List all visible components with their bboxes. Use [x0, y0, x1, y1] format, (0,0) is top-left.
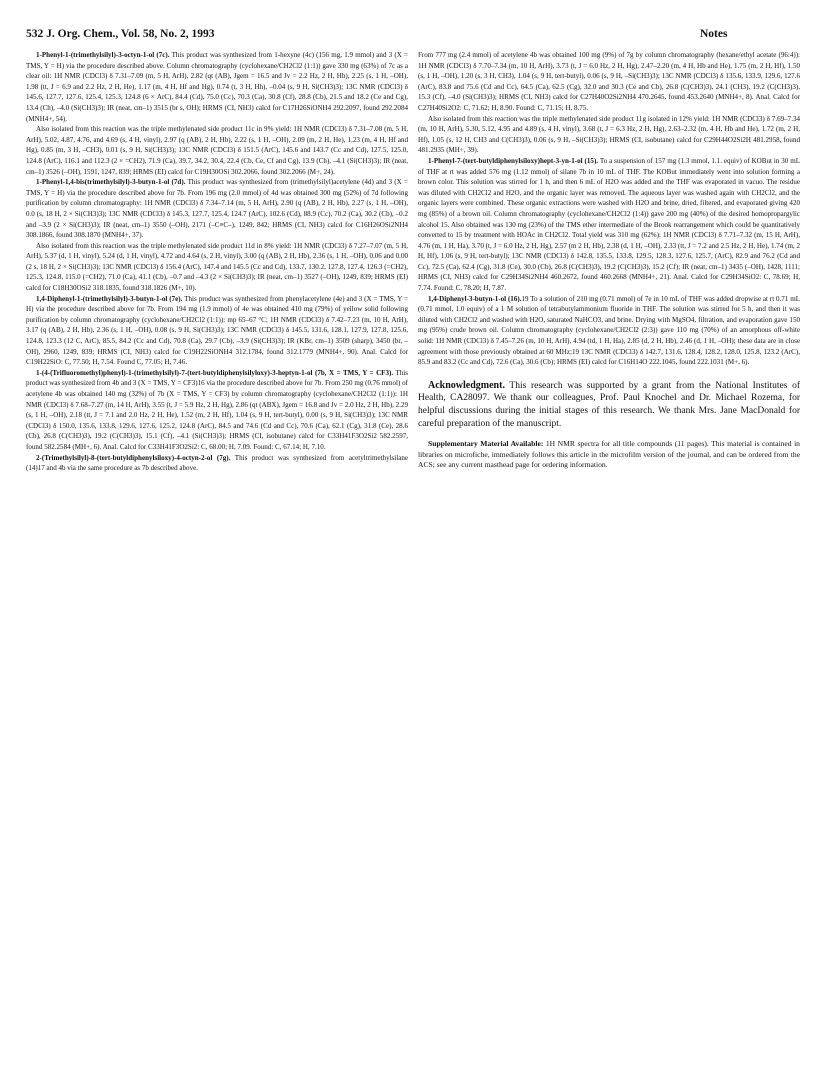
compound-title: 1-(4-(Trifluoromethyl)phenyl)-1-(trimethylsilyl)-7-(tert-butyldiphenylsilyloxy)-3-heptyn-1-ol (7b, X = TMS, Y = CF3). [36, 368, 394, 377]
paragraph-side-product-11g [418, 114, 800, 156]
compound-title: 1-Phenyl-1,4-bis(trimethylsilyl)-3-butyn-1-ol (7d). [36, 178, 186, 187]
paragraph-body: To a suspension of 157 mg (1.3 mmol, 1.1. equiv) of KOBut in 30 mL of THF at rt was added 576 mg (1.12 mmol) of silane 7b in 10 mL of THF. The KOBut immediately went into solution forming a brown color. This solution was stirred for 1 h, and then 6 mL of H2O was added and the THF was evaporated in vacuo. The residue was diluted with CH2Cl2 and H2O, and the organic layer was removed. The aqueous layer was washed again with CH2Cl2, and the organic layers were combined. These organic extractions were washed with H2O and brine, dried, filtered, and evaporated giving 420 mg (85%) of a brown oil. Column chromatography (cyclohexane/CH2Cl2 (1:4)) gave 200 mg (40%) of the desired homopropargylic alcohol 15. Also obtained was 130 mg (23%) of the TMS ether intermediate of the Brook rearrangement which could be quantitatively converted to 15 by treatment with HOAc in CH2Cl2. Total yield was 310 mg (62%): 1H NMR (CDCl3) δ 7.71–7.32 (m, 15 H, ArH), 4.76 (m, 1 H, Ha), 3.70 (t, J = 6.0 Hz, 2 H, Hg), 2.57 (m 2 H, Hb), 2.38 (d, 1 H, –OH), 2.33 (tt, J = 7.2 and 2.5 Hz, 2 H, He), 1.74 (m, 2 H, Hf), 1.06 (s, 9 H, tert-butyl); 13C NMR (CDCl3) δ 142.8, 135.5, 133.8, 129.5, 128.3, 127.6, 125.7, (ArC), 82.9 and 76.2 (Cd and Cc), 72.5 (Ca), 62.4 (Cg), 31.8 (Ce), 30.0 (Cb), 26.8 (C(CH3)3), 19.2 (C(CH3)3), 15.2 (Cf); IR (neat, cm–1) 3435 (–OH), 1428, 1111; HRMS (CI, NH3) calcd for C29H34Si2NH4 460.2672, found 460.2668 (MNH4+, 21). Anal. Calcd for C29H34SiO2: C, 78.69; H, 7.74. Found: C, 78.20; H, 7.87. [418, 156, 800, 293]
compound-title: 1-Phenyl-7-(tert-butyldiphenylsiloxy)hept-3-yn-1-ol (15). [428, 156, 599, 165]
compound-title: 1,4-Diphenyl-1-(trimethylsilyl)-3-butyn-1-ol (7e). [36, 294, 183, 303]
paragraph-side-product-11c [26, 124, 408, 177]
acknowledgment [418, 380, 800, 430]
left-column [26, 50, 408, 474]
paragraph-compound-7d [26, 177, 408, 241]
paragraph-compound-16 [418, 294, 800, 368]
paragraph-side-product-11d [26, 241, 408, 294]
paragraph-body: This product was synthesized from (trimethylsilyl)acetylene (4d) and 3 (X = TMS, Y = H) via the procedure described above for 7b. From 196 mg (2.0 mmol) of 4d was obtained 300 mg (52%) of 7d following purification by column chromatography: 1H NMR (CDCl3) δ 7.34–7.14 (m, 5 H, ArH), 2.90 (q (AB), 2 H, Hb), 2.27 (s, 1 H, –OH), 0.0 (s, 18 H, 2 × Si(CH3)3); 13C NMR (CDCl3) δ 145.3, 127.7, 125.4, 124.7 (ArC), 102.6 (Cd), 88.9 (Cc), 70.2 (Ca), 30.2 (Cb), –0.2 and –3.9 (2 × Si(CH3)3); IR (neat, cm–1) 3550 (–OH), 2171 (–C≡C–), 1249, 842; HRMS (CI, NH3) calcd for C16H26OSi2NH4 308.1866, found 308.1870 (MNH4+, 37). [26, 178, 408, 240]
right-column [418, 50, 800, 471]
paragraph-body: Also isolated from this reaction was the triple methylenated side product 11d in 8% yield: 1H NMR (CDCl3) δ 7.27–7.07 (m, 5 H, ArH), 5.37 (d, 1 H, vinyl), 5.24 (d, 1 H, vinyl), 4.72 and 4.64 (s, 2 H, vinyl), 3.00 (q (AB), 2 H, Hb), 2.36 (s, 1 H, –OH), 0.06 and 0.00 (2 s, 18 H, 2 × Si(CH3)3); 13C NMR (CDCl3) δ 156.4 (ArC), 147.4 and 145.5 (Cc and Cd), 133.7, 130.2, 127.8, 127.4, 126.3 (=CH2), 125.3, 124.8, 115.0 (=CH2), 71.0 (Ca), 41.1 (Cb), –0.7 and –4.3 (2 × Si(CH3)3); IR (neat, cm–1) 3527 (–OH), 1249, 839; HRMS (EI) calcd for C18H30OSi2 318.1835, found 318.1826 (M+, 10). [26, 241, 408, 293]
acknowledgment-body: This research was supported by a grant from the National Institutes of Health, CA28097. We thank our colleagues, Prof. Paul Knochel and Dr. Michael Rozema, for helpful discussions during the initial stages of this research. We thank Mrs. Jane MacDonald for careful preparation of the manuscript. [418, 380, 800, 429]
compound-title: 2-(Trimethylsilyl)-8-(tert-butyldiphenylsiloxy)-4-octyn-2-ol (7g). [36, 453, 231, 462]
paragraph-body: Also isolated from this reaction was the triple methylenated side product 11c in 9% yield: 1H NMR (CDCl3) δ 7.31–7.08 (m, 5 H, ArH), 5.02, 4.87, 4.76, and 4.69 (s, 4 H, vinyl), 2.97 (q (AB), 2 H, Hb), 2.22 (s, 1 H, –OH), 2.09 (m, 2 H, He), 1.23 (m, 4 H, Hf and Hg), 0.85 (m, 3 H, –CH3), 0.01 (s, 9 H, Si(CH3)3); 13C NMR (CDCl3) δ 151.5 (ArC), 145.6 and 143.7 (Cc and Cd), 127.5, 125.0, 124.8 (ArC), 116.1 and 112.3 (2 × =CH2), 71.9 (Ca), 39.7, 34.2, 30.4, 22.4 (Cb, Ce, Cf and Cg), 13.9 (Ch), –4.1 (Si(CH3)3); IR (neat, cm–1) 3526 (–OH), 1591, 1247, 839; HRMS (EI) calcd for C19H30OSi 302.2066, found 302.2066 (M+, 24). [26, 125, 408, 176]
paragraph-compound-7c [26, 50, 408, 124]
section-label: Notes [700, 28, 728, 40]
supplementary-material [418, 439, 800, 471]
paragraph-body: This product was synthesized from 1-hexyne (4c) (156 mg, 1.9 mmol) and 3 (X = TMS, Y = H) via the procedure described above. Column chromatography (cyclohexane/CH2Cl2 (1:1)) gave 330 mg (63%) of 7c as a clear oil: 1H NMR (CDCl3) δ 7.31–7.09 (m, 5 H, ArH), 2.82 (qt (AB), Jgem = 16.5 and Jv = 2.2 Hz, 2 H, Hb), 2.25 (s, 1 H, –OH), 1.98 (tt, J = 6.9 and 2.2 Hz, 2 H, He), 1.17 (m, 4 H, Hf and Hg), 0.74 (t, 3 H, Hh), –0.04 (s, 9 H, Si(CH3)3); 13C NMR (CDCl3) δ 145.6, 127.7, 127.6, 125.4, 125.3, 124.8 (6 × ArC), 84.4 (Cd), 75.0 (Cc), 70.3 (Ca), 30.8 (Cf), 28.8 (Cb), 21.5 and 18.2 (Ce and Cg), 13.4 (Ch), –4.0 (Si(CH3)3); IR (neat, cm–1) 3515 (br s, OH); HRMS (CI, NH3) calcd for C17H26SiONH4 292.2097, found 292.2084 (MNH4+, 54). [26, 51, 408, 123]
paragraph-compound-7g-continued [418, 50, 800, 114]
paragraph-body: Also isolated from this reaction was the triple methylenated side product 11g isolated in 12% yield: 1H NMR (CDCl3) δ 7.69–7.34 (m, 10 H, ArH), 5.30, 5.12, 4.95 and 4.89 (s, 4 H, vinyl), 3.68 (t, J = 6.3 Hz, 2 H, Hg), 2.63–2.32 (m, 4 H, Hb and He), 1.72 (m, 2 H, Hf), 1.05 (s, 12 H, CH3 and C(CH3)3), 0.06 (s, 9 H, –Si(CH3)3); HRMS (CI, isobutane) calcd for C29H44O2Si2H 481.2958, found 481.2935 (MH+, 39). [418, 114, 800, 155]
compound-title: 1,4-Diphenyl-3-butyn-1-ol (16). [428, 294, 522, 303]
acknowledgment-title: Acknowledgment. [428, 379, 505, 391]
paragraph-body: 19 To a solution of 210 mg (0.71 mmol) of 7e in 10 mL of THF was added dropwise at rt 0.71 mL (0.71 mmol, 1.0 equiv) of a 1 M solution of tetrabutylammonium fluoride in THF. The solution was stirred for 5 h, and then it was diluted with CH2Cl2 and washed with H2O, saturated NaHCO3, and brine. Drying with MgSO4, filtration, and evaporation gave 150 mg (95%) crude brown oil. Column chromatography (cyclohexane/CH2Cl2 (2:3)) gave 110 mg (70%) of an amorphous off-white solid: 1H NMR (CDCl3) δ 7.45–7.26 (m, 10 H, ArH), 4.94 (td, 1 H, Ha), 2.85 (d, 2 H, Hb), 2.46 (d, 1 H, –OH); these data are in close agreement with those previously obtained at 60 MHz;19 13C NMR (CDCl3) δ 142.7, 131.6, 128.4, 128.2, 128.0, 125.8, 123.2 (ArC), 85.9 and 83.2 (Cc and Cd), 72.6 (Ca), 30.6 (Cb); HRMS (EI) calcd for C16H14O 222.1045, found 222.1031 (M+, 6). [418, 294, 800, 367]
paragraph-compound-7e [26, 294, 408, 368]
paragraph-body: This product was synthesized from phenylacetylene (4e) and 3 (X = TMS, Y = H) via the procedure described above for 7b. From 194 mg (1.9 mmol) of 4e was obtained 410 mg (79%) of yellow solid following purification by column chromatography (cyclohexane/CH2Cl2 (1:1)): mp 65–67 °C; 1H NMR (CDCl3) δ 7.42–7.23 (m, 10 H, ArH), 3.17 (q (AB), 2 H, Hb), 2.36 (s, 1 H, –OH), 0.08 (s, 9 H, Si(CH3)3); 13C NMR (CDCl3) δ 145.5, 131.6, 128.1, 127.9, 127.8, 125.6, 124.8, 123.3 (12 C, ArC), 85.5, 84.2 (Cc and Cd), 70.8 (Ca), 29.7 (Cb), –3.9 (Si(CH3)3); IR (KBr, cm–1) 3509 (sharp), 3450 (br, –OH), 2960, 1249, 839; HRMS (CI, NH3) calcd for C19H22SiONH4 312.1784, found 312.1779 (MNH4+, 90). Anal. Calcd for C19H22SiO: C, 77.50; H, 7.54. Found C, 77.05; H, 7.46. [26, 294, 408, 367]
paragraph-compound-7b [26, 368, 408, 453]
paragraph-compound-7g [26, 453, 408, 474]
paragraph-body: This product was synthesized from acetyltrimethylsilane (14)17 and 4b via the same procedure as 7b described above. [26, 453, 408, 473]
supplementary-body: 1H NMR spectra for all title compounds (11 pages). This material is contained in libraries on microfiche, immediately follows this article in the microfilm version of the journal, and can be ordered from the ACS; see any current masthead page for ordering information. [418, 439, 800, 470]
supplementary-title: Supplementary Material Available: [428, 439, 544, 449]
running-header: 532 J. Org. Chem., Vol. 58, No. 2, 1993 [26, 28, 215, 40]
paragraph-body: This product was synthesized from 4b and 3 (X = TMS, Y = CF3)16 via the procedure described above for 7b. From 250 mg (0.76 mmol) of acetylene 4b was obtained 140 mg (32%) of 7b (X = TMS, Y = CF3) by column chromatography (cyclohexane/CH2Cl2 (1:1)): 1H NMR (CDCl3) δ 7.68–7.27 (m, 14 H, ArH), 3.55 (t, J = 5.9 Hz, 2 H, Hg), 2.86 (qt (ABX), Jgem = 16.8 and Jv = 2.0 Hz, 2 H, Hb), 2.29 (s, 1 H, –OH), 2.18 (tt, J = 7.1 and 2.0 Hz, 2 H, He), 1.52 (m, 2 H, Hf), 1.04 (s, 9 H, tert-butyl), 0.00 (s, 9 H, Si(CH3)3); 13C NMR (CDCl3) δ 150.0, 135.6, 133.8, 129.6, 127.6, 125.2, 124.8 (ArC), 84.5 and 74.6 (Cd and Cc), 70.6 (Ca), 62.1 (Cg), 31.8 (Ce), 28.6 (Cb), 26.8 (C(CH3)3), 19.2 (C(CH3)3), 15.1 (Cf), –4.1 (Si(CH3)3); HRMS (CI, isobutane) calcd for C33H41F3O2Si2 582.2597, found 582.2584 (MH+, 6). Anal. Calcd for C33H41F3O2Si2: C, 68.00; H, 7.09. Found: C, 67.14; H, 7.10. [26, 368, 408, 451]
paragraph-body: From 777 mg (2.4 mmol) of acetylene 4b was obtained 100 mg (9%) of 7g by column chromatography (hexane/ethyl acetate (96:4)): 1H NMR (CDCl3) δ 7.70–7.34 (m, 10 H, ArH), 3.73 (t, J = 6.0 Hz, 2 H, Hg), 2.47–2.20 (m, 4 H, Hb and He), 1.75 (m, 2 H, Hf), 1.50 (s, 1 H, –OH), 1.20 (s, 3 H, CH3), 1.04 (s, 9 H, tert-butyl), 0.06 (s, 9 H, –Si(CH3)3); 13C NMR (CDCl3) δ 135.6, 133.9, 129.6, 127.6 (ArC), 83.8 and 75.6 (Cd and Cc), 64.5 (Ca), 62.5 (Cg), 32.0 and 30.3 (Ce and Cb), 26.8 (C(CH3)3), 24.1 (CH3), 19.2 (C(CH3)3), 15.3 (Cf), –4.0 (Si(CH3)3); HRMS (CI, NH3) calcd for C27H40O2Si2NH4 470.2645, found 453.2640 (MNH4+, 8). Anal. Calcd for C27H40Si2O2: C, 71.62; H, 8.90. Found: C, 71.15; H, 8.75. [418, 51, 800, 112]
paragraph-compound-15 [418, 156, 800, 294]
compound-title: 1-Phenyl-1-(trimethylsilyl)-3-octyn-1-ol (7c). [36, 51, 170, 59]
